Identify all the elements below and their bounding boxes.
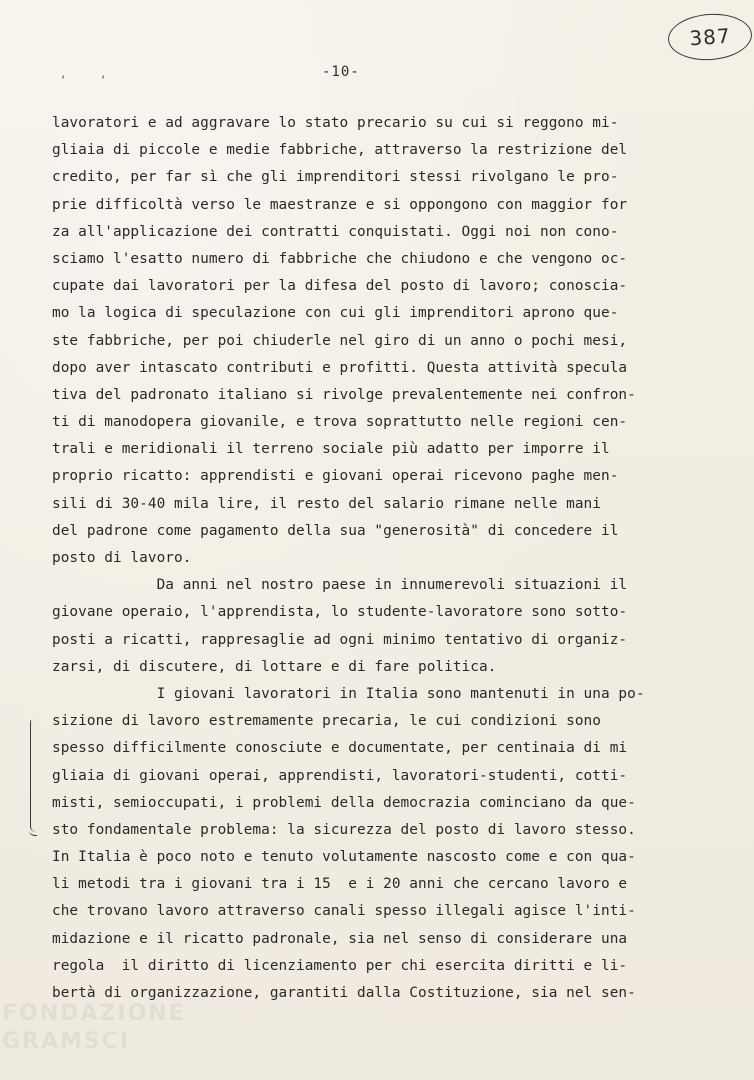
text-line: prie difficoltà verso le maestranze e si oppongono con maggior for: [52, 196, 628, 213]
text-line: lavoratori e ad aggravare lo stato precario su cui si reggono mi-: [52, 115, 619, 131]
text-line: bertà di organizzazione, garantiti dalla Costituzione, sia nel sen-: [52, 985, 636, 1001]
text-line: sto fondamentale problema: la sicurezza del posto di lavoro stesso.: [52, 821, 636, 838]
text-line: ti di manodopera giovanile, e trova soprattutto nelle regioni cen-: [52, 414, 628, 431]
text-line: li metodi tra i giovani tra i 15 e i 20 anni che cercano lavoro e: [52, 876, 628, 893]
text-line: spesso difficilmente conosciute e documentate, per centinaia di mi: [52, 740, 628, 757]
text-line: giovane operaio, l'apprendista, lo studente-lavoratore sono sotto-: [52, 604, 628, 621]
text-line: gliaia di giovani operai, apprendisti, lavoratori-studenti, cotti-: [52, 767, 628, 784]
text-line: zarsi, di discutere, di lottare e di fare politica.: [52, 658, 497, 675]
text-line: ste fabbriche, per poi chiuderle nel giro di un anno o pochi mesi,: [52, 332, 628, 349]
margin-bracket-mark: [30, 720, 41, 832]
watermark-line: FONDAZIONE: [2, 1001, 186, 1026]
text-line: trali e meridionali il terreno sociale più adatto per imporre il: [52, 441, 610, 458]
text-line: In Italia è poco noto e tenuto volutamente nascosto come e con qua-: [52, 849, 636, 866]
text-line: sili di 30-40 mila lire, il resto del salario rimane nelle mani: [52, 495, 601, 512]
watermark-line: GRAMSCI: [2, 1029, 131, 1054]
text-line: za all'applicazione dei contratti conquistati. Oggi noi non cono-: [52, 223, 619, 240]
text-line: misti, semioccupati, i problemi della democrazia cominciano da que-: [52, 794, 636, 811]
text-line: I giovani lavoratori in Italia sono mantenuti in una po-: [52, 685, 645, 702]
text-line: proprio ricatto: apprendisti e giovani operai ricevono paghe men-: [52, 468, 619, 485]
text-line: mo la logica di speculazione con cui gli imprenditori aprono que-: [52, 305, 619, 322]
text-line: cupate dai lavoratori per la difesa del posto di lavoro; conoscia-: [52, 278, 628, 295]
text-line: tiva del padronato italiano si rivolge prevalentemente nei confron-: [52, 386, 636, 403]
text-line: posti a ricatti, rappresaglie ad ogni minimo tentativo di organiz-: [52, 631, 628, 648]
text-line: midazione e il ricatto padronale, sia nel senso di considerare una: [52, 930, 628, 947]
text-line: gliaia di piccole e medie fabbriche, attraverso la restrizione del: [52, 142, 628, 159]
stray-marks: ‘ ‘: [60, 75, 121, 86]
text-line: credito, per far sì che gli imprenditori stessi rivolgano le pro-: [52, 169, 619, 186]
text-line: posto di lavoro.: [52, 550, 192, 566]
text-line: dopo aver intascato contributi e profitti. Questa attività specula: [52, 359, 628, 376]
text-line: regola il diritto di licenziamento per chi esercita diritti e li-: [52, 957, 628, 974]
text-line: del padrone come pagamento della sua "generosità" di concedere il: [52, 522, 619, 539]
archive-number-stamp: 387: [666, 11, 753, 63]
typewritten-body: [52, 110, 672, 1007]
text-line: sizione di lavoro estremamente precaria, le cui condizioni sono: [52, 713, 601, 730]
page-number: -10-: [322, 64, 360, 80]
text-line: Da anni nel nostro paese in innumerevoli situazioni il: [52, 577, 628, 594]
text-line: sciamo l'esatto numero di fabbriche che chiudono e che vengono oc-: [52, 250, 628, 267]
archive-watermark: [2, 1000, 202, 1070]
text-line: che trovano lavoro attraverso canali spesso illegali agisce l'inti-: [52, 903, 636, 920]
